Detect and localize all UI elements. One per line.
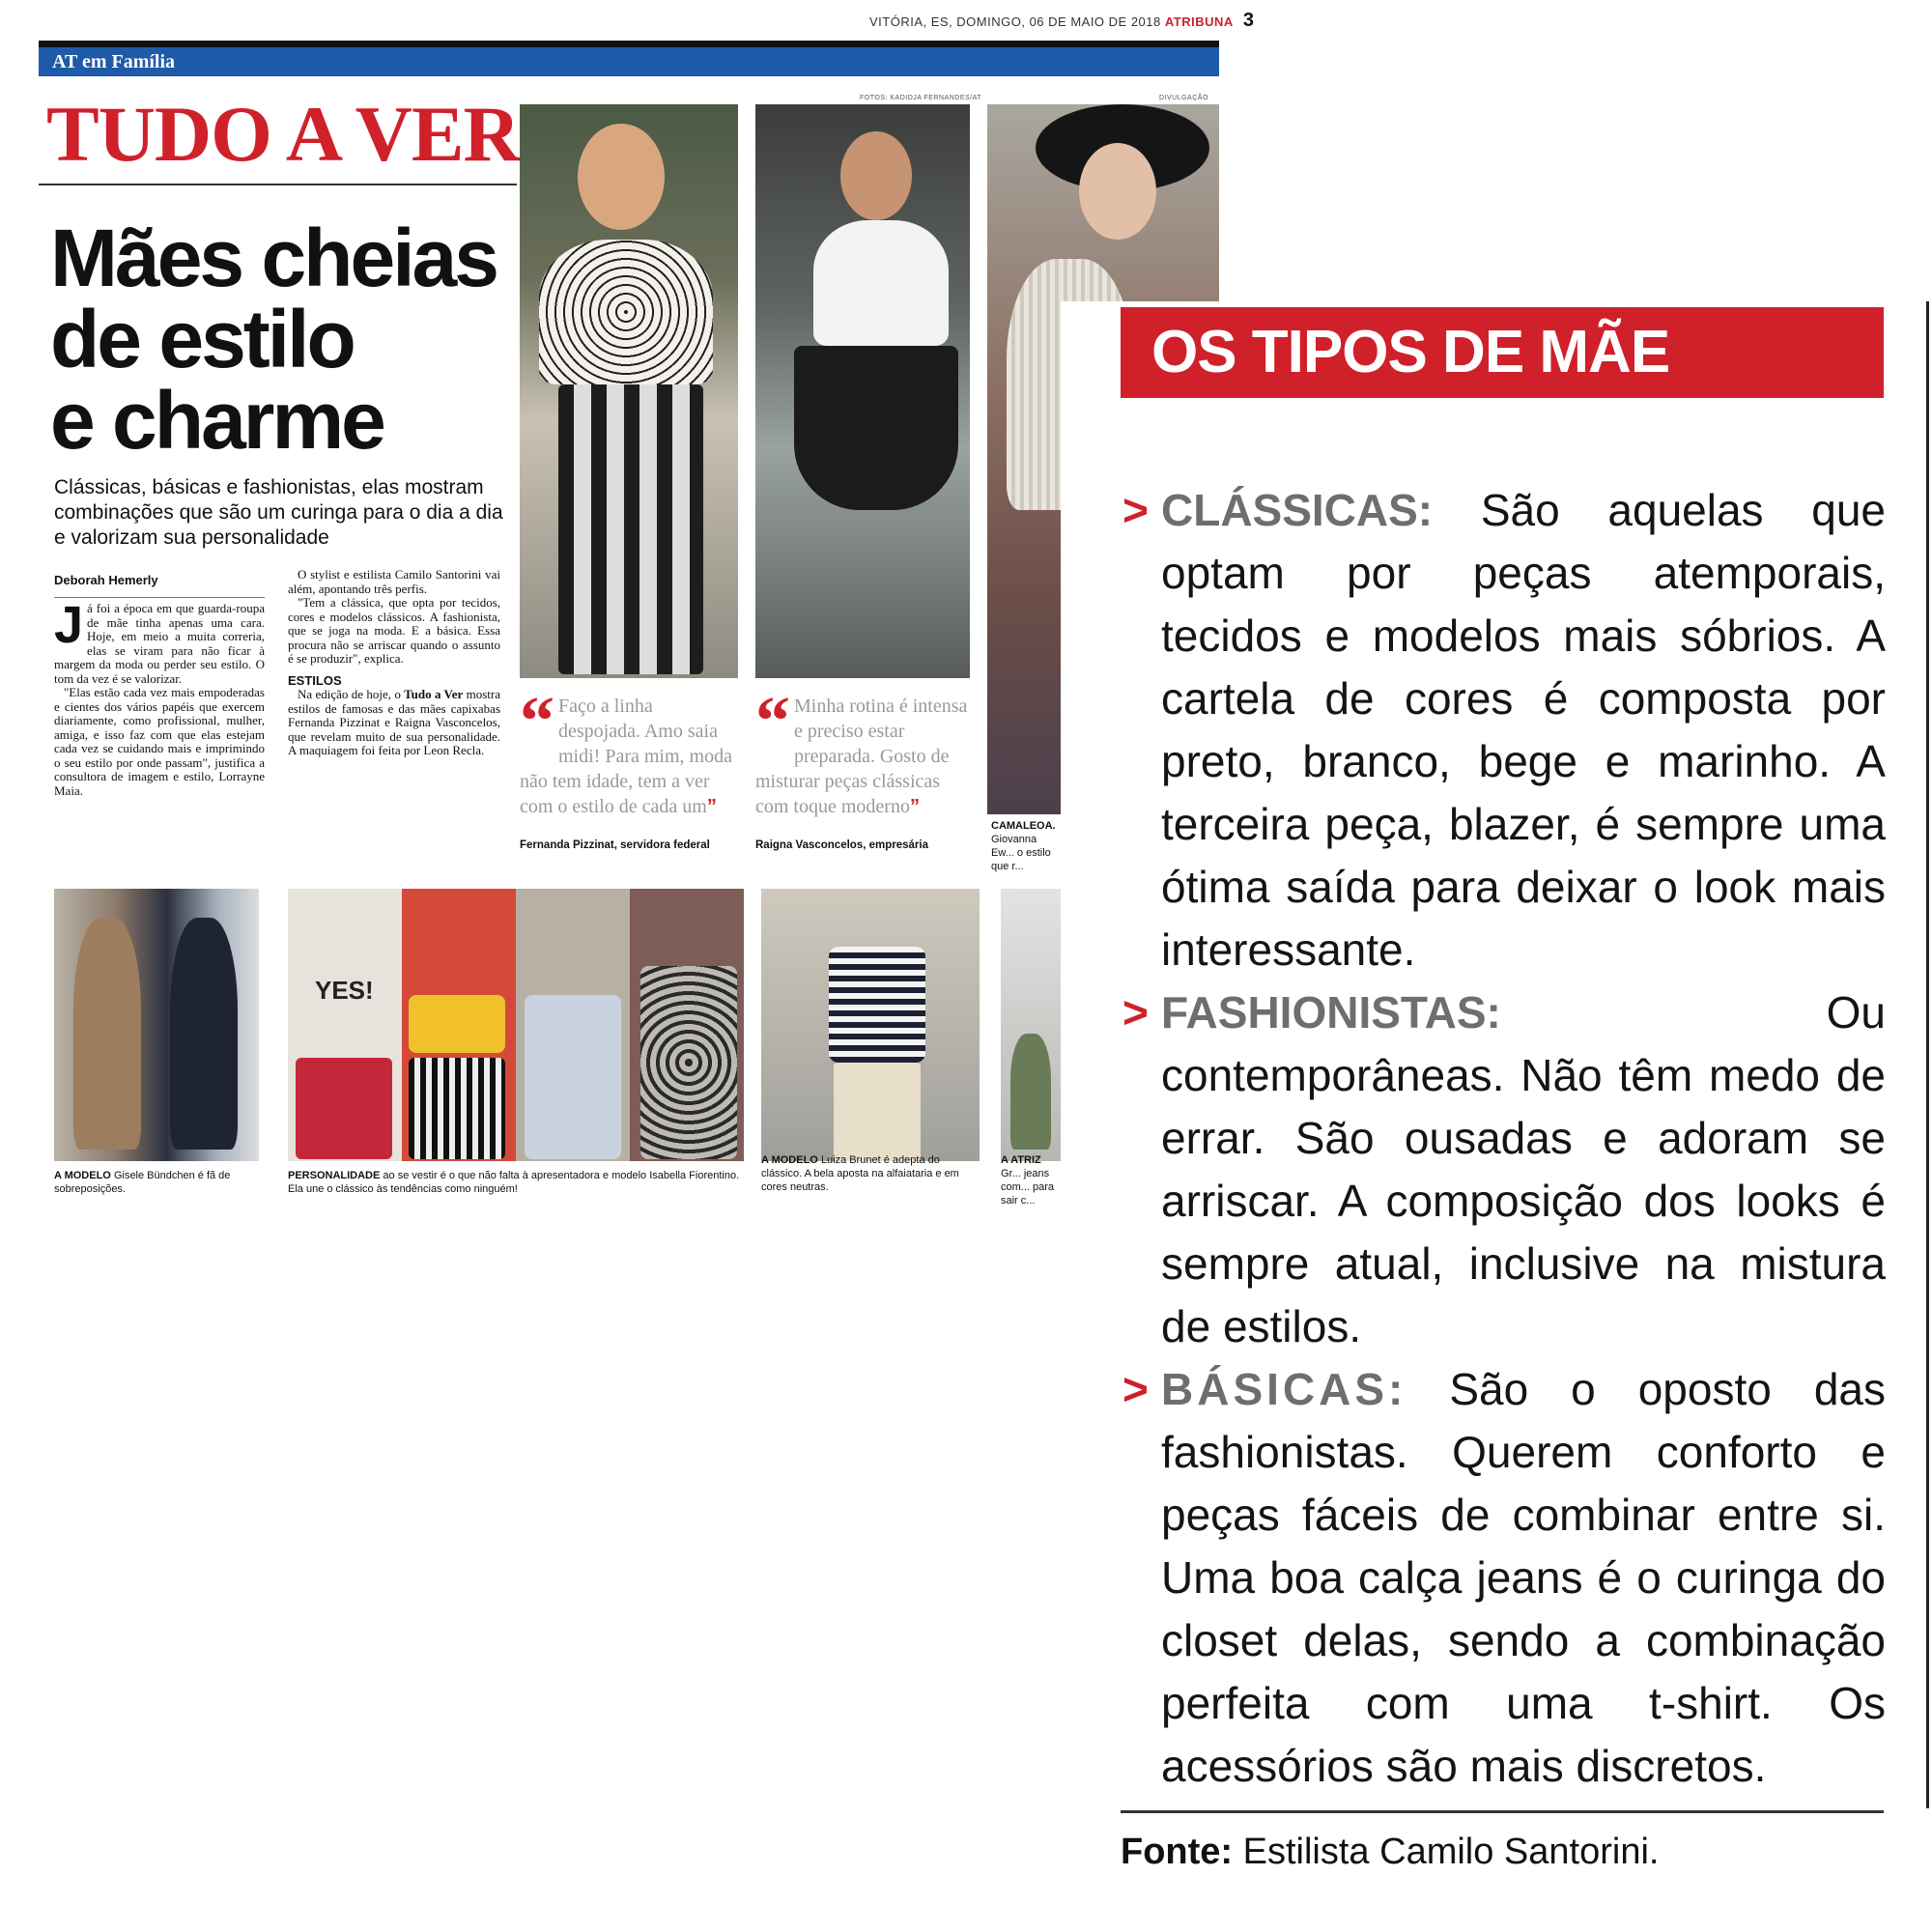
figure-shape [640, 966, 737, 1159]
byline: Deborah Hemerly [54, 573, 158, 587]
skirt-shape [296, 1058, 392, 1159]
photo-atriz [1001, 889, 1061, 1161]
skirt-shape [794, 346, 958, 510]
text-run: Na edição de hoje, o [298, 687, 405, 701]
caption [991, 819, 1059, 873]
item-text: São o oposto das fashionistas. Querem conforto e peças fáceis de combinar entre si. Uma boa calça jeans é o curinga do closet delas, sendo a combinação perfeita com uma t-shirt. Os acessórios são mais discretos. [1161, 1364, 1886, 1791]
list-item-body [1161, 479, 1886, 981]
text-run-bold: Tudo a Ver [404, 687, 464, 701]
panel-border [1926, 301, 1929, 1808]
list-item [1122, 981, 1886, 1358]
photo-luiza [761, 889, 980, 1161]
caption-keyword: CAMALEOA. [991, 820, 1056, 832]
headline-line: de estilo [50, 294, 354, 384]
bullet-arrow-icon: > [1122, 485, 1149, 535]
caption-keyword: PERSONALIDADE [288, 1170, 381, 1181]
figure-shape [525, 995, 621, 1159]
photo-fernanda [520, 104, 738, 678]
article-column-a [54, 597, 265, 798]
panel-title: OS TIPOS DE MÃE [1151, 319, 1670, 385]
caption [54, 1169, 261, 1196]
quote-author: Raigna Vasconcelos, empresária [755, 839, 928, 851]
item-text: São aquelas que optam por peças atemporais, tecidos e modelos mais sóbrios. A cartela de cores é composta por preto, branco, bege e marinho. A terceira peça, blazer, é sempre uma ótima saída para deixar o look mais interessante. [1161, 485, 1887, 975]
text-run: mostra estilos de famosas e das mães capixabas Fernanda Pizzinat e Raigna Vasconcelos, que revelam muito de sua personalidade. A maquiagem foi feita por Leon Recla. [288, 687, 500, 757]
photo-isabella [288, 889, 744, 1161]
item-label: BÁSICAS: [1161, 1364, 1407, 1414]
caption-text: Gisele Bündchen é fã de sobreposições. [54, 1170, 231, 1195]
dateline-text: VITÓRIA, ES, DOMINGO, 06 DE MAIO DE 2018 [869, 14, 1161, 29]
caption-text: ao se vestir é o que não falta à apresentadora e modelo Isabella Fiorentino. Ela une o clássico às tendências como ninguém! [288, 1170, 740, 1195]
paragraph: á foi a época em que guarda-roupa de mãe tinha apenas uma cara. Hoje, em meio a muita correria, elas se viram para não ficar à margem da moda ou perder seu estilo. O tom da vez é se valorizar. [54, 601, 265, 686]
striped-top-shape [829, 947, 925, 1063]
source-note [1121, 1832, 1659, 1873]
quote-close-icon: ” [706, 796, 717, 817]
list-item [1122, 1358, 1886, 1798]
top-shape [409, 995, 505, 1053]
quote-text: Faço a linha despojada. Amo saia midi! Para mim, moda não tem idade, tem a ver com o estilo de cada um [520, 696, 732, 817]
page-number: 3 [1242, 10, 1255, 31]
divider [39, 184, 517, 185]
headline-line: Mães cheias [50, 213, 497, 303]
blouse-shape [813, 220, 949, 346]
shirt-text: YES! [315, 976, 374, 1005]
pull-quote [755, 682, 970, 858]
item-text: Ou contemporâneas. Não têm medo de errar. São ousadas e adoram se arriscar. A composição dos looks é sempre atual, inclusive na mistura de estilos. [1161, 987, 1886, 1351]
caption-keyword: A MODELO [54, 1170, 111, 1181]
item-label: FASHIONISTAS: [1161, 987, 1501, 1037]
list-item-body [1161, 981, 1886, 1358]
divider [1121, 1810, 1884, 1813]
kicker-title: TUDO A VER [46, 90, 520, 178]
source-text: Estilista Camilo Santorini. [1242, 1832, 1660, 1872]
face-shape [840, 131, 912, 220]
list-item-body [1161, 1358, 1886, 1798]
pull-quote [520, 682, 738, 858]
photo-raigna [755, 104, 970, 678]
figure-shape [1010, 1034, 1051, 1150]
paragraph: O stylist e estilista Camilo Santorini vai além, apontando três perfis. [288, 567, 500, 596]
quote-open-icon: “ [520, 682, 554, 759]
trousers-shape [834, 1063, 921, 1161]
brand-name: ATRIBUNA [1164, 14, 1234, 29]
subheading: ESTILOS [288, 672, 342, 688]
caption-text: Gr... jeans com... para sair c... [1001, 1168, 1055, 1207]
bullet-arrow-icon: > [1122, 1364, 1149, 1414]
photo-gisele [54, 889, 259, 1161]
face-shape [578, 124, 665, 230]
drop-cap: J [54, 596, 84, 654]
source-label: Fonte: [1121, 1832, 1234, 1872]
skirt-shape [558, 384, 703, 674]
figure-shape [73, 918, 141, 1150]
quote-text: Minha rotina é intensa e preciso estar preparada. Gosto de misturar peças clássicas com toque moderno [755, 696, 968, 817]
subheadline: Clássicas, básicas e fashionistas, elas mostram combinações que são um curinga para o dia a dia e valorizam sua personalidade [54, 476, 503, 549]
caption-keyword: A ATRIZ [1001, 1154, 1041, 1166]
headline [50, 213, 514, 466]
section-title: AT em Família [52, 51, 176, 72]
section-bar [39, 41, 1219, 76]
quote-close-icon: ” [909, 796, 920, 817]
paragraph [288, 688, 500, 758]
list-item [1122, 479, 1886, 981]
caption-text: Luiza Brunet é adepta do clássico. A bela aposta na alfaiataria e em cores neutras. [761, 1154, 959, 1193]
paragraph: "Elas estão cada vez mais empoderadas e cientes dos vários papéis que exercem diariamente, como profissional, mulher, amiga, e isso faz com que elas estejam cada vez se cuidando mais e imprimindo o seu estilo por onde passam", justifica a consultora de imagem e estilo, Lorrayne Maia. [54, 685, 265, 798]
caption-text: Giovanna Ew... o estilo que r... [991, 834, 1051, 872]
figure-shape [170, 918, 238, 1150]
panel-header [1121, 307, 1884, 398]
item-label: CLÁSSICAS: [1161, 485, 1434, 535]
quote-open-icon: “ [755, 682, 790, 759]
photo-credit: DIVULGAÇÃO [1159, 95, 1208, 101]
skirt-shape [409, 1058, 505, 1159]
bullet-arrow-icon: > [1122, 987, 1149, 1037]
caption [1001, 1153, 1061, 1207]
face-shape [1079, 143, 1156, 240]
paragraph: "Tem a clássica, que opta por tecidos, cores e modelos clássicos. A fashionista, que se joga na moda. E a básica. Essa procura não se arriscar quando o assunto é se produzir", explica. [288, 595, 500, 666]
caption [761, 1153, 980, 1194]
quote-author: Fernanda Pizzinat, servidora federal [520, 839, 710, 851]
caption-keyword: A MODELO [761, 1154, 818, 1166]
blouse-shape [539, 240, 713, 384]
caption [288, 1169, 742, 1196]
dateline [869, 10, 1255, 32]
photo-credit: FOTOS: KADIDJA FERNANDES/AT [860, 95, 982, 101]
headline-line: e charme [50, 375, 384, 466]
article-column-b [288, 568, 500, 758]
